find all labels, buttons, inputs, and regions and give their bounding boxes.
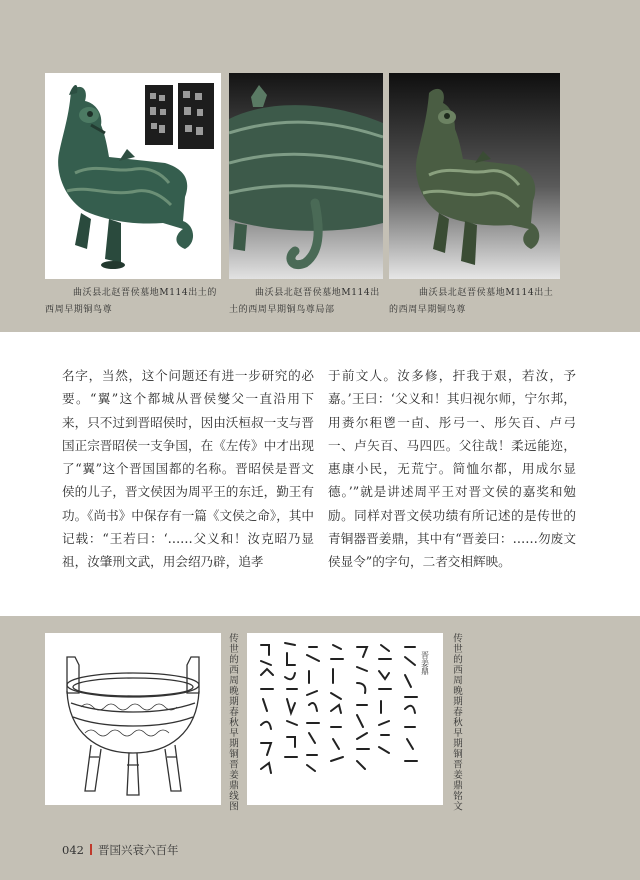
photo-caption-1: 曲沃县北赵晋侯墓地M114出土的西周早期铜鸟尊 — [45, 288, 217, 315]
ding-vessel-line-drawing — [45, 633, 221, 805]
photo-caption-2: 曲沃县北赵晋侯墓地M114出土的西周早期铜鸟尊局部 — [229, 288, 380, 315]
bird-vessel-full-photo — [389, 73, 560, 279]
body-text-left-column: 名字，当然，这个问题还有进一步研究的必要。“翼”这个都城从晋侯燮父一直沿用下来，只不过到晋昭侯时，因由沃桓叔一支与晋国正宗晋昭侯一支争国，在《左传》中才出现了“翼”这个晋国国都的名称。晋昭侯是晋文侯的儿子，晋文侯因为周平王的东迁，勤王有功。《尚书》中保存有一篇《文侯之命》，其中记载：“王若曰：‘……父义和！汝克昭乃显祖，汝肇刑文武，用会绍乃辟，追孝 — [62, 368, 314, 570]
rubbing-corner-label: 晋姜鼎 — [420, 651, 430, 675]
book-title: 晋国兴衰六百年 — [97, 843, 179, 857]
page-number: 042 — [62, 843, 84, 857]
rubbing-caption: 传世的西周晚期春秋早期铜晋姜鼎铭文 — [451, 633, 462, 812]
body-text-right-column: 于前文人。汝多修，扞我于艰，若汝，予嘉。’王曰：‘父义和！其归视尔师，宁尔邦，用赉尔秬鬯一卣、彤弓一、彤矢百、卢弓一、卢矢百、马四匹。父往哉！柔远能迩，惠康小民，无荒宁。简恤尔都，用成尔显德。’”就是讲述周平王对晋文侯的嘉奖和勉励。同样对晋文侯功绩有所记述的是传世的青铜器晋姜鼎，其中有“晋姜曰：……勿废文侯显令”的字句，二者交相辉映。 — [328, 368, 576, 570]
inscription-rubbing — [247, 633, 443, 805]
footer-divider — [90, 844, 92, 855]
bird-vessel-detail-photo — [229, 73, 383, 279]
photo-caption-3: 曲沃县北赵晋侯墓地M114出土的西周早期铜鸟尊 — [389, 288, 554, 315]
line-drawing-caption: 传世的西周晚期春秋早期铜晋姜鼎线图 — [227, 633, 238, 812]
page-footer — [62, 842, 178, 858]
bird-vessel-photo — [45, 73, 221, 279]
